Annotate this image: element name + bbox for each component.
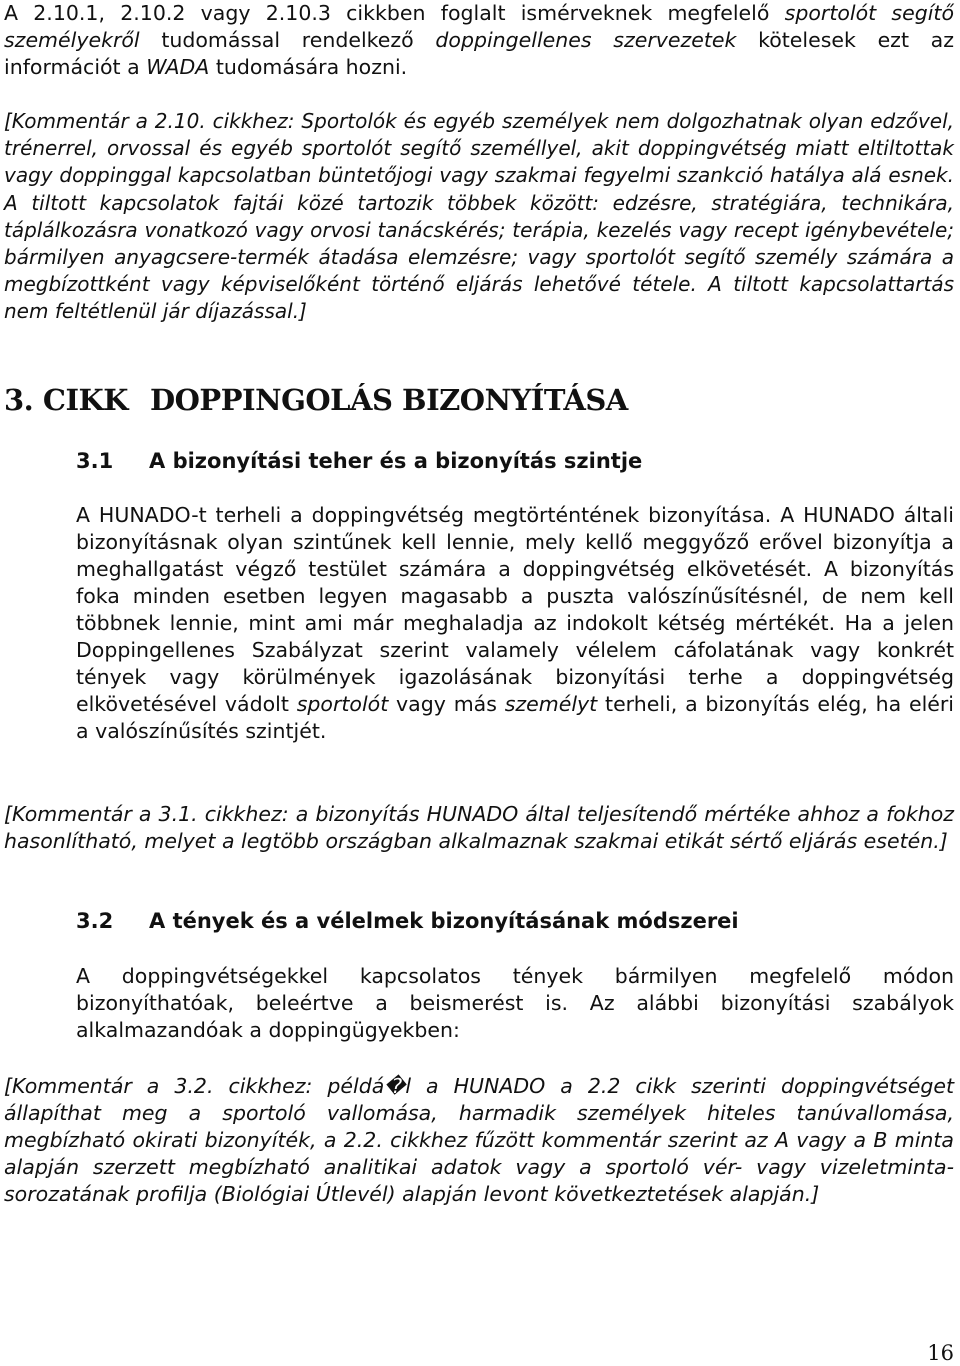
section-title: A bizonyítási teher és a bizonyítás szintje — [149, 449, 643, 473]
text-run: tudomással rendelkező — [139, 28, 436, 52]
italic-term: WADA — [146, 55, 210, 79]
article-title: DOPPINGOLÁS BIZONYÍTÁSA — [150, 383, 628, 417]
comment-text: [Kommentár a 2.10. cikkhez: Sportolók és egyéb személyek nem dolgozhatnak olyan edzővel, trénerrel, orvossal és egyéb sportolót segítő személlyel, akit doppingvétség miatt eltiltottak vagy doppinggal kapcsolatban büntetőjogi vagy szakmai fegyelmi szankció hatálya alá esnek. A tiltott kapcsolatok fajtái közé tartozik többek között: edzésre, stratégiára, technikára, táplálkozásra vonatkozó vagy orvosi tanácskérés; terápia, kezelés vagy recept igénybevétele; bármilyen anyagcsere-termék átadása elemzésre; vagy sportolót segítő személy számára a megbízottként vagy képviselőként történő eljárás lehetővé tétele. A tiltott kapcsolattartás nem feltétlenül jár díjazással.] — [4, 109, 954, 324]
section-heading-3-2 — [76, 907, 956, 935]
section-3-2-paragraph — [76, 963, 954, 1044]
italic-term: doppingellenes szervezetek — [435, 28, 737, 52]
text-run: terheli, a bizonyítás elég, ha eléri a valószínűsítés szintjét. — [76, 692, 954, 743]
comment-text: l a HUNADO a 2.2 cikk szerinti doppingvétséget állapíthat meg a sportoló vallomása, harmadik személyek hiteles tanúvallomása, megbízható okirati bizonyíték, a 2.2. cikkhez fűzött kommentár szerint az A vagy a B minta alapján szerzett megbízható analitikai adatok vagy a sportoló vér- vagy vizeletminta-sorozatának profilja (Biológiai Útlevél) alapján levont következtetések alapján.] — [4, 1074, 954, 1206]
page-number: 16 — [927, 1341, 954, 1365]
article-heading — [4, 382, 944, 418]
text-run: tudomására hozni. — [209, 55, 408, 79]
text-run: vagy más — [388, 692, 505, 716]
intro-paragraph — [4, 0, 954, 81]
missing-glyph-icon: � — [384, 1074, 406, 1098]
italic-term: sportolót — [296, 692, 389, 716]
text-run: A HUNADO-t terheli a doppingvétség megtörténtének bizonyítása. A HUNADO általi bizonyításnak olyan szintűnek kell lennie, mely kellő meggyőző erővel bizonyítja a meghallgatást végző testület számára a doppingvétség elkövetését. A bizonyítás foka minden esetben legyen magasabb a puszta valószínűsítésnél, de nem kell többnek lennie, mint ami már meghaladja az indokolt kétség mértékét. Ha a jelen Doppingellenes Szabályzat szerint valamely vélelem cáfolatának vagy konkrét tények vagy körülmények igazolásának bizonyítási terhe a doppingvétség elkövetésével vádolt — [76, 503, 954, 716]
section-number: 3.1 — [76, 449, 114, 473]
italic-term: személyt — [504, 692, 598, 716]
comment-text: [Kommentár a 3.2. cikkhez: példá — [4, 1074, 385, 1098]
comment-2-10 — [4, 108, 954, 326]
section-title: A tények és a vélelmek bizonyításának módszerei — [149, 909, 739, 933]
section-heading-3-1 — [76, 447, 956, 475]
text-run: A doppingvétségekkel kapcsolatos tények bármilyen megfelelő módon bizonyíthatóak, beleértve a beismerést is. Az alábbi bizonyítási szabályok alkalmazandóak a doppingügyekben: — [76, 964, 954, 1042]
comment-text: [Kommentár a 3.1. cikkhez: a bizonyítás HUNADO által teljesítendő mértéke ahhoz a fokhoz hasonlítható, melyet a legtöbb országban alkalmaznak szakmai etikát sértő eljárás esetén.] — [4, 802, 954, 853]
article-number: 3. CIKK — [4, 383, 128, 417]
italic-term: sportolót segítő személyekről — [4, 1, 954, 52]
text-run: A 2.10.1, 2.10.2 vagy 2.10.3 cikkben foglalt ismérveknek megfelelő — [4, 1, 785, 25]
comment-3-2 — [4, 1073, 954, 1208]
section-number: 3.2 — [76, 909, 114, 933]
section-3-1-paragraph — [76, 502, 954, 745]
comment-3-1 — [4, 801, 954, 855]
text-run: kötelesek ezt az információt a — [4, 28, 954, 79]
